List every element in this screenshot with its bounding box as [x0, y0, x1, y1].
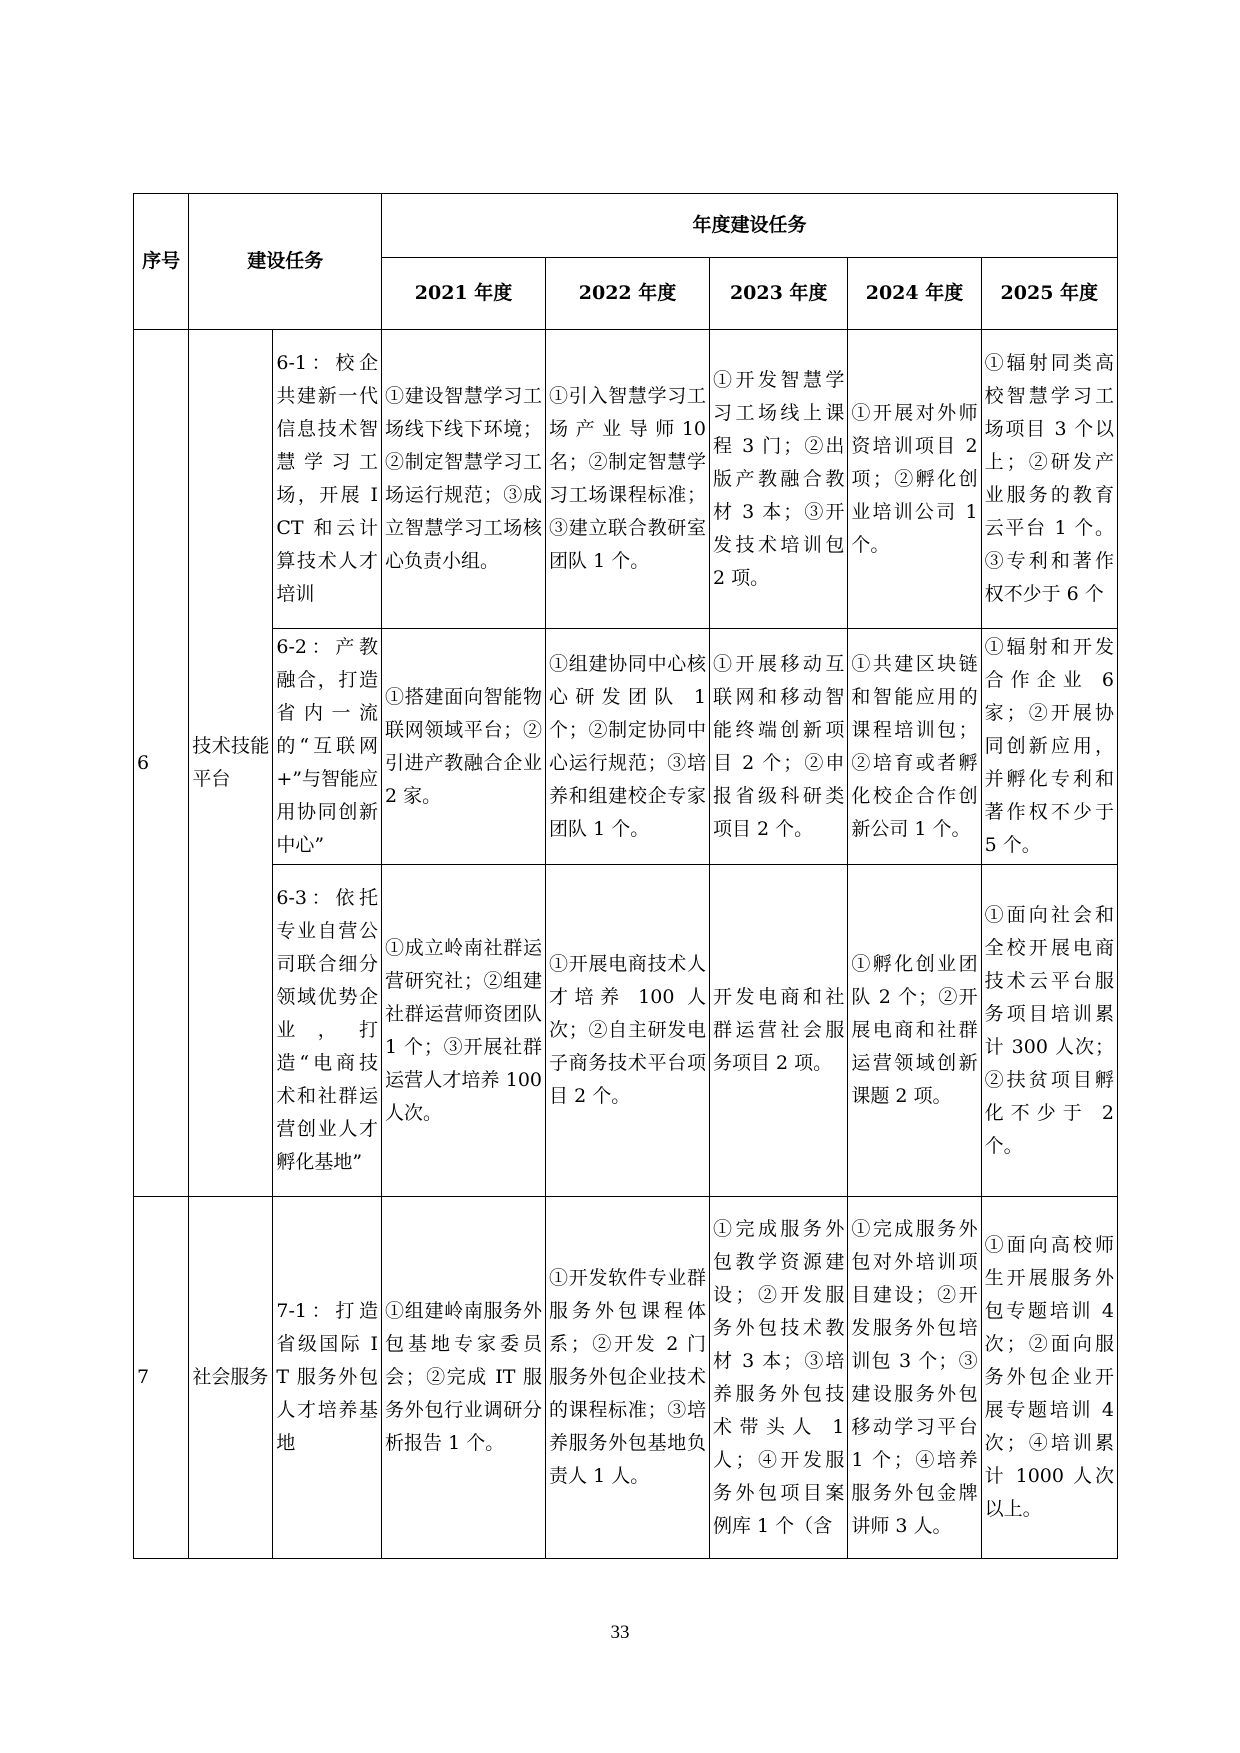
plan-2025: ①辐射和开发合作企业 6 家；②开展协同创新应用，并孵化专利和著作权不少于 5 个。 [981, 629, 1117, 865]
plan-2021: ①组建岭南服务外包基地专家委员会；②完成 IT 服务外包行业调研分析报告 1 个。 [382, 1197, 546, 1559]
header-year-2024: 2024 年度 [848, 258, 981, 330]
plan-2024: ①开展对外师资培训项目 2 项；②孵化创业培训公司 1 个。 [848, 330, 981, 629]
plan-2023: ①开发智慧学习工场线上课程 3 门；②出版产教融合教材 3 本；③开发技术培训包 2 项。 [710, 330, 848, 629]
table-row [134, 865, 1118, 1197]
plan-2023: ①开展移动互联网和移动智能终端创新项目 2 个；②申报省级科研类项目 2 个。 [710, 629, 848, 865]
header-task: 建设任务 [189, 194, 382, 330]
plan-2025: ①面向高校师生开展服务外包专题培训 4 次；②面向服务外包企业开展专题培训 4 次；④培训累计 1000 人次以上。 [981, 1197, 1117, 1559]
plan-2021: ①成立岭南社群运营研究社；②组建社群运营师资团队 1 个；③开展社群运营人才培养 100 人次。 [382, 865, 546, 1197]
plan-2023: ①完成服务外包教学资源建设；②开发服务外包技术教材 3 本；③培养服务外包技术带头人 1 人；④开发服务外包项目案例库 1 个（含 [710, 1197, 848, 1559]
header-year-2025: 2025 年度 [981, 258, 1117, 330]
header-year-2021: 2021 年度 [382, 258, 546, 330]
group-name: 技术技能平台 [189, 330, 273, 1197]
plan-2022: ①开发软件专业群服务外包课程体系；②开发 2 门服务外包企业技术的课程标准；③培养服务外包基地负责人 1 人。 [546, 1197, 710, 1559]
group-name: 社会服务 [189, 1197, 273, 1559]
table-row [134, 330, 1118, 629]
plan-2022: ①组建协同中心核心研发团队 1 个；②制定协同中心运行规范；③培养和组建校企专家团队 1 个。 [546, 629, 710, 865]
header-year-2022: 2022 年度 [546, 258, 710, 330]
table-row [134, 1197, 1118, 1559]
plan-2023: 开发电商和社群运营社会服务项目 2 项。 [710, 865, 848, 1197]
plan-2021: ①建设智慧学习工场线下线下环境；②制定智慧学习工场运行规范；③成立智慧学习工场核心负责小组。 [382, 330, 546, 629]
construction-task-table [133, 193, 1118, 1559]
header-year-2023: 2023 年度 [710, 258, 848, 330]
plan-2021: ①搭建面向智能物联网领域平台；②引进产教融合企业 2 家。 [382, 629, 546, 865]
group-seq: 6 [134, 330, 189, 1197]
task-cell: 6-1：校企共建新一代信息技术智慧学习工场，开展 ICT 和云计算技术人才培训 [273, 330, 382, 629]
plan-2022: ①引入智慧学习工场产业导师10名；②制定智慧学习工场课程标准；③建立联合教研室团队 1 个。 [546, 330, 710, 629]
task-cell: 7-1：打造省级国际 IT 服务外包人才培养基地 [273, 1197, 382, 1559]
task-cell: 6-3：依托专业自营公司联合细分领域优势企业，打造“电商技术和社群运营创业人才孵化基地” [273, 865, 382, 1197]
plan-2025: ①面向社会和全校开展电商技术云平台服务项目培训累计 300 人次；②扶贫项目孵化不少于 2 个。 [981, 865, 1117, 1197]
page-number: 33 [610, 1622, 630, 1643]
group-seq: 7 [134, 1197, 189, 1559]
plan-2024: ①完成服务外包对外培训项目建设；②开发服务外包培训包 3 个；③建设服务外包移动学习平台 1 个；④培养服务外包金牌讲师 3 人。 [848, 1197, 981, 1559]
plan-2024: ①孵化创业团队 2 个；②开展电商和社群运营领域创新课题 2 项。 [848, 865, 981, 1197]
plan-2025: ①辐射同类高校智慧学习工场项目 3 个以上；②研发产业服务的教育云平台 1 个。③专利和著作权不少于 6 个 [981, 330, 1117, 629]
plan-2024: ①共建区块链和智能应用的课程培训包；②培育或者孵化校企合作创新公司 1 个。 [848, 629, 981, 865]
task-cell: 6-2：产教融合，打造省内一流的“互联网+”与智能应用协同创新中心” [273, 629, 382, 865]
header-seq: 序号 [134, 194, 189, 330]
header-annual: 年度建设任务 [382, 194, 1118, 258]
table-row [134, 629, 1118, 865]
plan-2022: ①开展电商技术人才培养 100 人次；②自主研发电子商务技术平台项目 2 个。 [546, 865, 710, 1197]
